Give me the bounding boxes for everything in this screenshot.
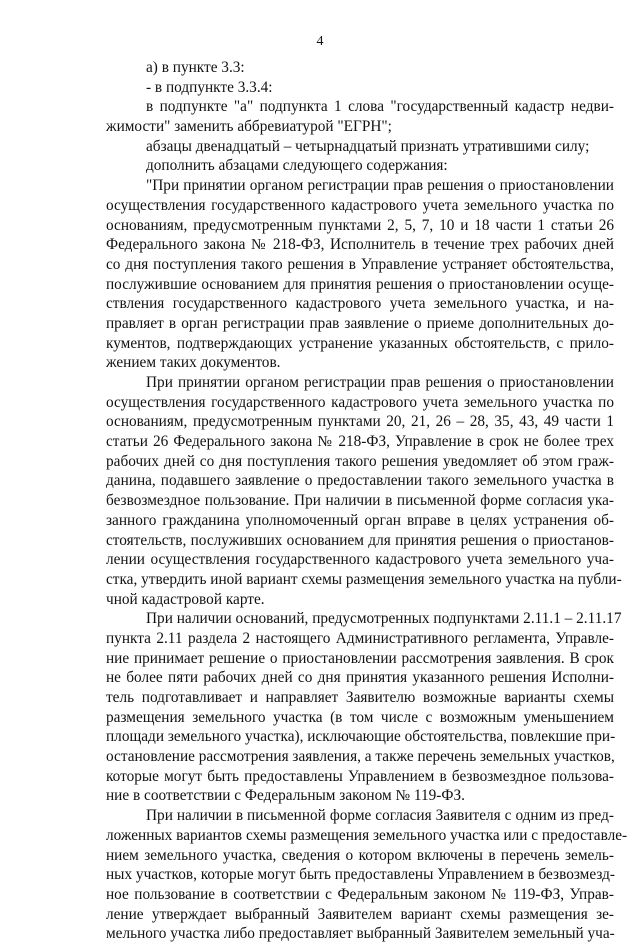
text-line: ных участков, которые могут быть предоставлены Управлением в безвозмезд- [106, 866, 615, 884]
text-line: "При принятии органом регистрации прав решения о приостановлении [146, 177, 614, 195]
text-line: При принятии органом регистрации прав решения о приостановлении [146, 374, 614, 391]
text-line: абзацы двенадцатый – четырнадцатый признать утратившими силу; [146, 137, 590, 155]
text-line: площади земельного участка), исключающие обстоятельства, повлекшие при- [106, 728, 616, 746]
text-line: лении осуществления государственного кадастрового учета земельного уча- [106, 551, 614, 569]
text-line: занного гражданина уполномоченный орган вправе в целях устранения об- [106, 511, 614, 529]
text-line: ние принимает решение о приостановлении рассмотрения заявления. В срок [106, 649, 614, 667]
text-line: стоятельств, послуживших основанием для принятия решения о приостанов- [106, 531, 614, 549]
text-line: осуществления государственного кадастрового учета земельного участка по [106, 393, 614, 411]
text-line: правляет в орган регистрации прав заявление о приеме дополнительных до- [106, 314, 614, 332]
document-body [0, 58, 640, 944]
text-line: основаниям, предусмотренным пунктами 20, 21, 26 – 28, 35, 43, 49 части 1 [106, 413, 614, 431]
text-line: нием земельного участка, сведения о котором включены в перечень земель- [106, 846, 614, 864]
text-line: рабочих дней со дня поступления такого решения уведомляет об этом граж- [106, 452, 614, 470]
text-line: стка, утвердить иной вариант схемы размещения земельного участка на публи- [106, 570, 622, 588]
text-line: послужившие основанием для принятия решения о приостановлении осуще- [106, 275, 614, 293]
text-line: ное пользование в соответствии с Федеральным законом № 119-ФЗ, Управ- [106, 885, 614, 903]
text-line: остановление рассмотрения заявления, а также перечень земельных участков, [106, 748, 615, 766]
text-line: При наличии оснований, предусмотренных подпунктами 2.11.1 – 2.11.17 [146, 610, 622, 628]
text-line: безвозмездное пользование. При наличии в письменной форме согласия ука- [106, 492, 614, 510]
text-line: кументов, подтверждающих устранение указанных обстоятельств, с прило- [106, 334, 614, 352]
text-line: пункта 2.11 раздела 2 настоящего Административного регламента, Управле- [106, 629, 614, 647]
text-line: а) в пункте 3.3: [146, 59, 245, 76]
text-line: дополнить абзацами следующего содержания: [146, 157, 448, 175]
text-line: осуществления государственного кадастрового учета земельного участка по [106, 196, 614, 214]
text-line: со дня поступления такого решения в Управление устраняет обстоятельства, [106, 255, 614, 273]
text-line: ление утверждает выбранный Заявителем вариант схемы размещения зе- [106, 905, 614, 923]
text-line: не более пяти рабочих дней со дня принятия указанного решения Исполни- [106, 669, 614, 687]
text-line: мельного участка либо предоставляет выбранный Заявителем земельный уча- [106, 925, 615, 943]
text-line: ние в соответствии с Федеральным законом № 119-ФЗ. [106, 787, 465, 805]
text-line: основаниям, предусмотренным пунктами 2, 5, 7, 10 и 18 части 1 статьи 26 [106, 216, 614, 234]
text-line: ствления государственного кадастрового учета земельного участка, и на- [106, 295, 614, 313]
text-line: жимости" заменить аббревиатурой "ЕГРН"; [106, 118, 392, 136]
text-line: Федерального закона № 218-ФЗ, Исполнитель в течение трех рабочих дней [106, 236, 614, 254]
text-line: жением таких документов. [106, 354, 281, 372]
text-line: чной кадастровой карте. [106, 590, 265, 608]
text-line: При наличии в письменной форме согласия Заявителя с одним из пред- [146, 807, 614, 825]
text-line: статьи 26 Федерального закона № 218-ФЗ, Управление в срок не более трех [106, 433, 614, 451]
page-number: 4 [316, 34, 324, 49]
text-line: в подпункте "а" подпункта 1 слова "государственный кадастр недви- [146, 98, 614, 116]
text-line: ложенных вариантов схемы размещения земельного участка или с предоставле- [106, 826, 628, 844]
text-line: тель подготавливает и направляет Заявителю возможные варианты схемы [106, 689, 614, 706]
text-line: которые могут быть предоставлены Управлением в безвозмездное пользова- [106, 767, 614, 785]
text-line: - в подпункте 3.3.4: [146, 78, 273, 96]
text-line: данина, подавшего заявление о предоставлении такого земельного участка в [106, 472, 614, 490]
text-line: размещения земельного участка (в том числе с возможным уменьшением [106, 708, 614, 726]
